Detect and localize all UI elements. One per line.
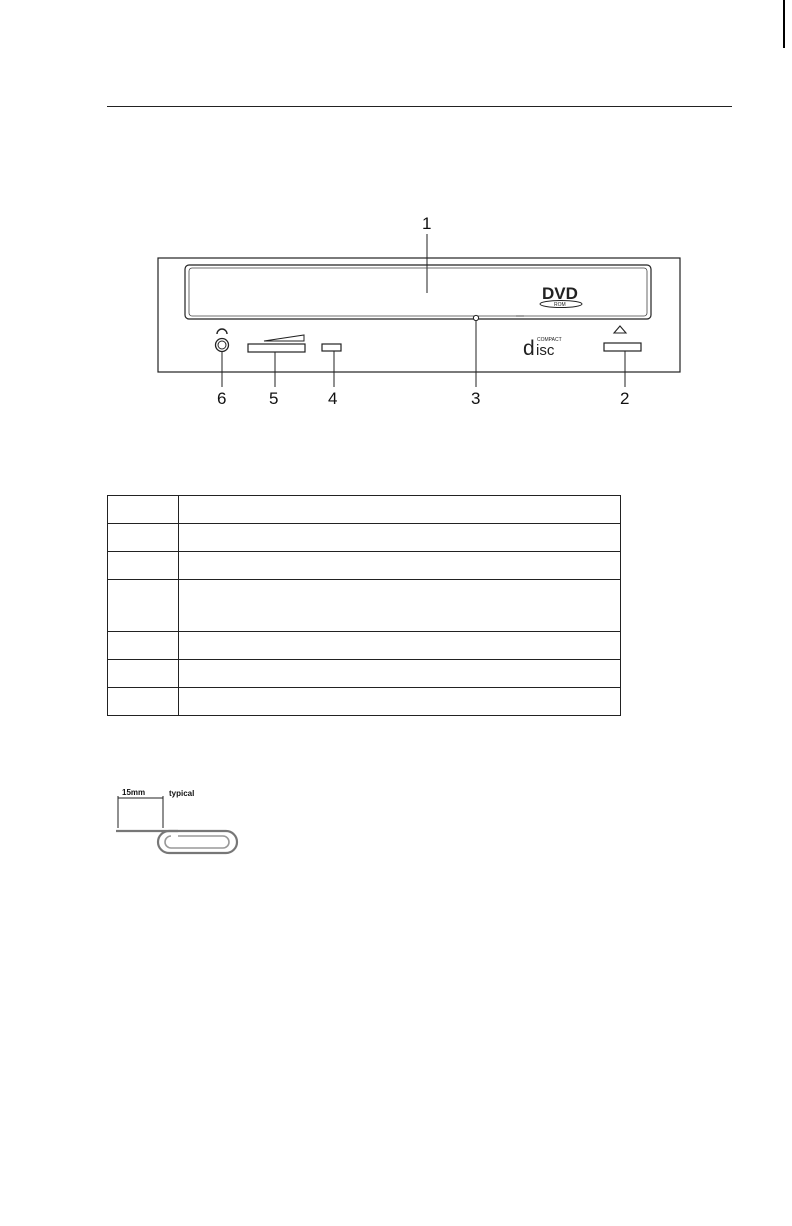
headphones-icon [217,329,227,334]
disc-tray-inner [189,268,647,316]
callout-3: 3 [471,389,481,408]
drive-bezel [158,258,680,372]
compact-disc-logo-d: d [523,337,535,360]
table-cell-description [179,580,621,632]
table-cell-number [108,552,179,580]
callout-4: 4 [328,389,338,408]
headphone-jack-outer [216,339,229,352]
disc-tray [185,265,651,319]
emergency-eject-hole [473,315,478,320]
busy-indicator-led [322,344,341,351]
table-cell-description [179,688,621,716]
crop-mark [783,0,785,48]
table-cell-number [108,632,179,660]
callout-6: 6 [217,389,227,408]
volume-control [248,344,305,352]
paperclip-loop-outer [158,831,237,853]
table-row [108,496,621,524]
table-cell-number [108,496,179,524]
compact-disc-logo-isc: isc [536,342,555,359]
table-cell-number [108,580,179,632]
table-row [108,552,621,580]
table-row [108,632,621,660]
paperclip-note-label: typical [169,789,195,798]
table-cell-number [108,524,179,552]
headphone-jack-inner [218,341,226,349]
table-cell-description [179,524,621,552]
volume-wedge-icon [264,335,304,341]
table-row [108,688,621,716]
header-rule [107,106,732,107]
parts-table [107,495,621,716]
table-cell-description [179,632,621,660]
eject-button [604,343,641,351]
table-row [108,580,621,632]
callout-2: 2 [620,389,630,408]
table-cell-number [108,660,179,688]
table-cell-description [179,496,621,524]
paperclip-diagram [108,784,243,859]
paperclip-measure-label: 15mm [122,788,146,797]
table-cell-description [179,552,621,580]
dvd-drive-front-panel-diagram [140,205,700,410]
callout-5: 5 [269,389,279,408]
dvd-logo: DVD [542,284,578,303]
table-cell-number [108,688,179,716]
callout-1: 1 [422,214,432,233]
table-row [108,660,621,688]
table-cell-description [179,660,621,688]
paperclip-loop-inner [165,836,229,848]
eject-icon [614,326,626,333]
compact-disc-logo-small: COMPACT [537,337,562,343]
rom-logo-text: ROM [554,302,566,308]
table-row [108,524,621,552]
